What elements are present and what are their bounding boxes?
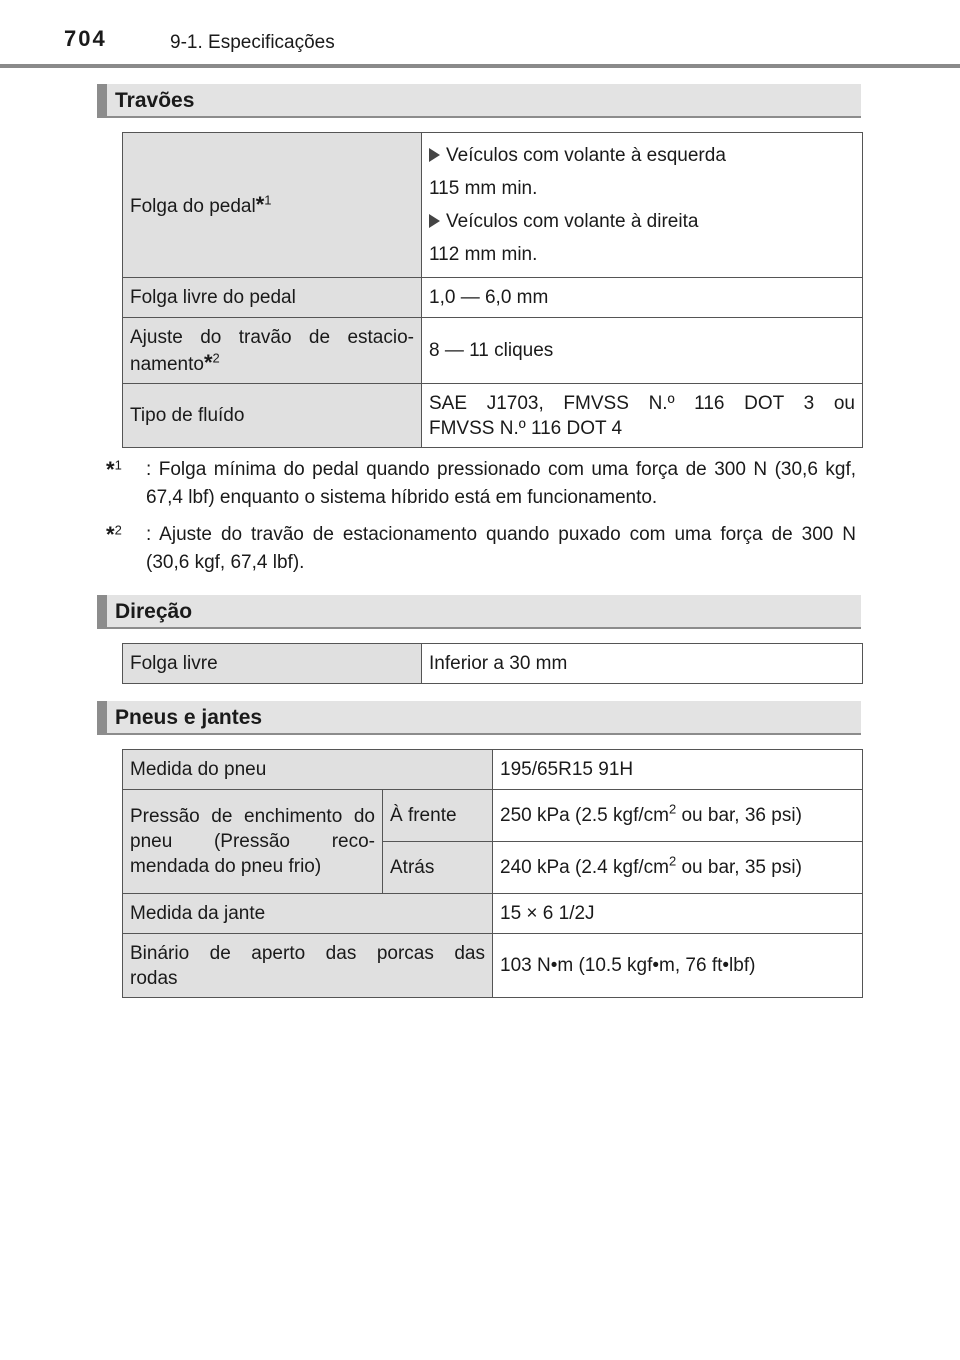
tire-pressure-front-label: À frente xyxy=(383,790,493,842)
table-row xyxy=(123,644,863,684)
nut-torque-label-line2: rodas xyxy=(130,967,178,989)
nut-torque-value: 103 N•m (10.5 kgf•m, 76 ft•lbf) xyxy=(493,934,863,998)
footnote-asterisk: * xyxy=(255,191,265,217)
triangle-bullet-icon xyxy=(429,214,440,228)
fluid-type-value-line1: SAE J1703, FMVSS N.º 116 DOT 3 ou xyxy=(429,392,855,414)
rhd-value: 112 mm min. xyxy=(429,244,538,265)
front-value-a: 250 kPa (2.5 kgf/cm xyxy=(500,805,669,826)
rear-value-b: ou bar, 35 psi) xyxy=(676,857,802,878)
pedal-clearance-label: Folga do pedal xyxy=(130,195,256,217)
pedal-clearance-value-cell xyxy=(422,133,863,278)
steering-free-play-label: Folga livre xyxy=(123,644,422,684)
parking-brake-value: 8 — 11 cliques xyxy=(422,318,863,384)
front-value-b: ou bar, 36 psi) xyxy=(676,805,802,826)
footnote-ref: 2 xyxy=(212,350,220,366)
parking-brake-label-line1: Ajuste do travão de estacio- xyxy=(130,326,414,348)
footnote-ref: 1 xyxy=(264,192,272,208)
parking-brake-label-cell xyxy=(123,318,422,384)
pedal-free-play-value: 1,0 — 6,0 mm xyxy=(422,278,863,318)
rhd-label: Veículos com volante à direita xyxy=(446,211,699,232)
footnote-2 xyxy=(106,521,856,577)
tires-table xyxy=(122,749,863,998)
section-heading-steering: Direção xyxy=(97,595,861,629)
header-rule xyxy=(0,64,960,68)
chapter-title: 9-1. Especificações xyxy=(170,32,335,53)
tire-pressure-rear-value-cell xyxy=(493,842,863,894)
footnote-number: 2 xyxy=(114,522,122,538)
front-value-sup: 2 xyxy=(668,801,677,817)
triangle-bullet-icon xyxy=(429,148,440,162)
table-row xyxy=(123,318,863,384)
parking-brake-label-line2: namento xyxy=(130,353,204,375)
fluid-type-label: Tipo de fluído xyxy=(123,384,422,448)
steering-free-play-value: Inferior a 30 mm xyxy=(422,644,863,684)
table-row xyxy=(123,894,863,934)
tire-pressure-rear-label: Atrás xyxy=(383,842,493,894)
table-row xyxy=(123,750,863,790)
brakes-table xyxy=(122,132,863,448)
rhd-item xyxy=(429,205,855,238)
table-row xyxy=(123,384,863,448)
rear-value-sup: 2 xyxy=(668,853,677,869)
rear-value-a: 240 kPa (2.4 kgf/cm xyxy=(500,857,669,878)
page-header xyxy=(0,0,960,70)
footnote-asterisk: * xyxy=(106,457,115,482)
footnote-asterisk: * xyxy=(203,349,213,375)
nut-torque-label-line1: Binário de aperto das porcas das xyxy=(130,942,485,964)
tire-size-value: 195/65R15 91H xyxy=(493,750,863,790)
table-row xyxy=(123,278,863,318)
table-row xyxy=(123,934,863,998)
pedal-free-play-label: Folga livre do pedal xyxy=(123,278,422,318)
tire-pressure-label: Pressão de enchimento do pneu (Pressão reco-mendada do pneu frio) xyxy=(123,790,383,894)
section-heading-tires: Pneus e jantes xyxy=(97,701,861,735)
lhd-label: Veículos com volante à esquerda xyxy=(446,145,726,166)
pedal-clearance-label-cell xyxy=(123,133,422,278)
nut-torque-label-cell xyxy=(123,934,493,998)
footnote-text: : Folga mínima do pedal quando pressionado com uma força de 300 N (30,6 kgf, 67,4 lbf) enquanto o sistema híbrido está em funcionamento. xyxy=(146,459,856,508)
rim-size-value: 15 × 6 1/2J xyxy=(493,894,863,934)
footnote-number: 1 xyxy=(114,457,122,473)
section-heading-brakes: Travões xyxy=(97,84,861,118)
lhd-value: 115 mm min. xyxy=(429,178,538,199)
rim-size-label: Medida da jante xyxy=(123,894,493,934)
lhd-item xyxy=(429,139,855,172)
fluid-type-value-cell xyxy=(422,384,863,448)
table-row xyxy=(123,790,863,842)
fluid-type-value-line2: FMVSS N.º 116 DOT 4 xyxy=(429,417,623,439)
table-row xyxy=(123,133,863,278)
footnote-text: : Ajuste do travão de estacionamento quando puxado com uma força de 300 N (30,6 kgf, 67,4 lbf). xyxy=(146,524,856,573)
tire-size-label: Medida do pneu xyxy=(123,750,493,790)
page-number: 704 xyxy=(64,26,107,51)
tire-pressure-front-value-cell xyxy=(493,790,863,842)
footnote-1 xyxy=(106,456,856,512)
steering-table xyxy=(122,643,863,684)
footnote-asterisk: * xyxy=(106,522,115,547)
